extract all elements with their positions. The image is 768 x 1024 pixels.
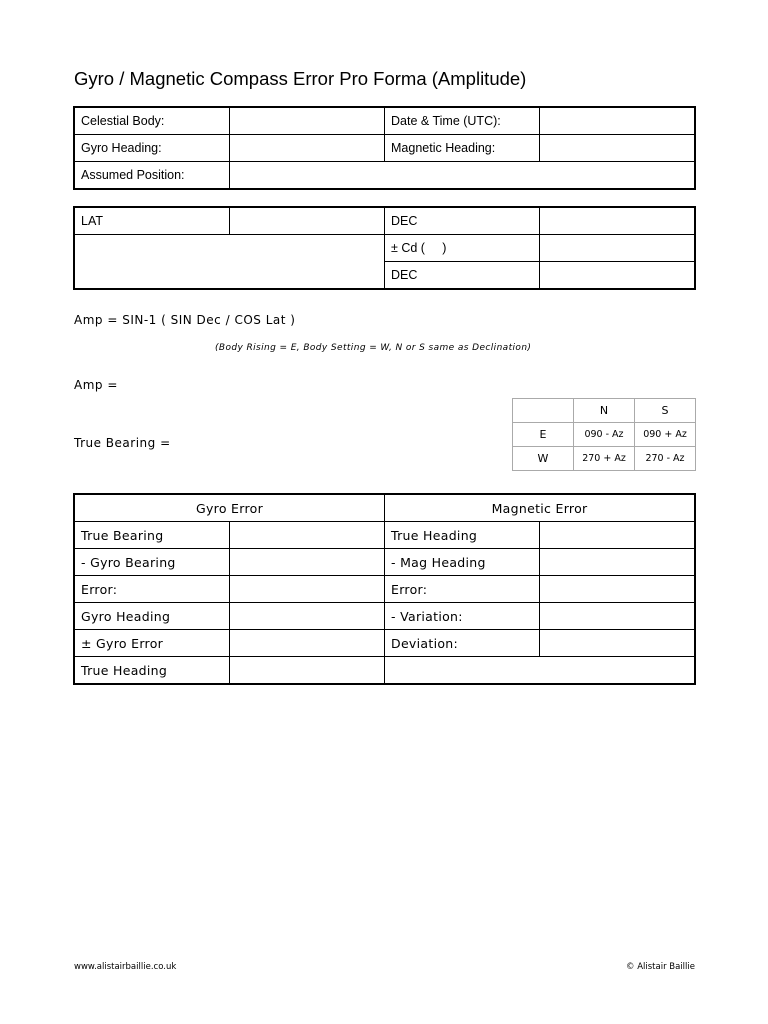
mag-blank-cell [385, 657, 695, 684]
gyro-row-field[interactable] [230, 522, 385, 549]
header-table [74, 107, 695, 189]
rule-row-e: E [513, 423, 574, 447]
gyro-row-label: True Heading [75, 657, 230, 684]
gyro-error-heading: Gyro Error [75, 495, 385, 522]
gyro-heading-label: Gyro Heading: [75, 135, 230, 162]
cd-field[interactable] [540, 235, 695, 262]
amp-label: Amp = [74, 378, 118, 392]
rule-corner [513, 399, 574, 423]
mag-row-label: Error: [385, 576, 540, 603]
gyro-row-label: Error: [75, 576, 230, 603]
gyro-row-field[interactable] [230, 603, 385, 630]
rule-e-s: 090 + Az [635, 423, 696, 447]
gyro-row-field[interactable] [230, 549, 385, 576]
lat-field[interactable] [230, 208, 385, 235]
rule-col-n: N [574, 399, 635, 423]
mag-row-label: True Heading [385, 522, 540, 549]
date-time-label: Date & Time (UTC): [385, 108, 540, 135]
gyro-row-field[interactable] [230, 657, 385, 684]
celestial-body-field[interactable] [230, 108, 385, 135]
footer-website: www.alistairbaillie.co.uk [74, 962, 177, 972]
amplitude-rule-table [512, 398, 696, 471]
cd-label: ± Cd ( ) [385, 235, 540, 262]
rule-w-n: 270 + Az [574, 447, 635, 471]
rule-w-s: 270 - Az [635, 447, 696, 471]
gyro-row-field[interactable] [230, 576, 385, 603]
mag-row-label: - Variation: [385, 603, 540, 630]
assumed-position-label: Assumed Position: [75, 162, 230, 189]
dec-label: DEC [385, 208, 540, 235]
mag-row-field[interactable] [540, 630, 695, 657]
footer-copyright: © Alistair Baillie [626, 962, 695, 972]
magnetic-heading-label: Magnetic Heading: [385, 135, 540, 162]
gyro-row-label: True Bearing [75, 522, 230, 549]
true-bearing-label: True Bearing = [74, 436, 171, 450]
celestial-body-label: Celestial Body: [75, 108, 230, 135]
mag-row-label: - Mag Heading [385, 549, 540, 576]
lat-dec-table [74, 207, 695, 289]
rule-row-w: W [513, 447, 574, 471]
gyro-row-label: - Gyro Bearing [75, 549, 230, 576]
dec-field[interactable] [540, 208, 695, 235]
gyro-row-field[interactable] [230, 630, 385, 657]
dec2-label: DEC [385, 262, 540, 289]
gyro-row-label: ± Gyro Error [75, 630, 230, 657]
mag-row-field[interactable] [540, 522, 695, 549]
rule-col-s: S [635, 399, 696, 423]
page-title: Gyro / Magnetic Compass Error Pro Forma (Amplitude) [74, 68, 527, 89]
magnetic-error-heading: Magnetic Error [385, 495, 695, 522]
declination-note: (Body Rising = E, Body Setting = W, N or S same as Declination) [215, 343, 532, 353]
mag-row-field[interactable] [540, 603, 695, 630]
lat-label: LAT [75, 208, 230, 235]
amplitude-formula: Amp = SIN-1 ( SIN Dec / COS Lat ) [74, 313, 296, 327]
mag-row-label: Deviation: [385, 630, 540, 657]
gyro-heading-field[interactable] [230, 135, 385, 162]
date-time-field[interactable] [540, 108, 695, 135]
magnetic-heading-field[interactable] [540, 135, 695, 162]
error-table [74, 494, 695, 684]
assumed-position-field[interactable] [230, 162, 695, 189]
mag-row-field[interactable] [540, 576, 695, 603]
lat-blank-area [75, 235, 385, 289]
mag-row-field[interactable] [540, 549, 695, 576]
rule-e-n: 090 - Az [574, 423, 635, 447]
dec2-field[interactable] [540, 262, 695, 289]
gyro-row-label: Gyro Heading [75, 603, 230, 630]
